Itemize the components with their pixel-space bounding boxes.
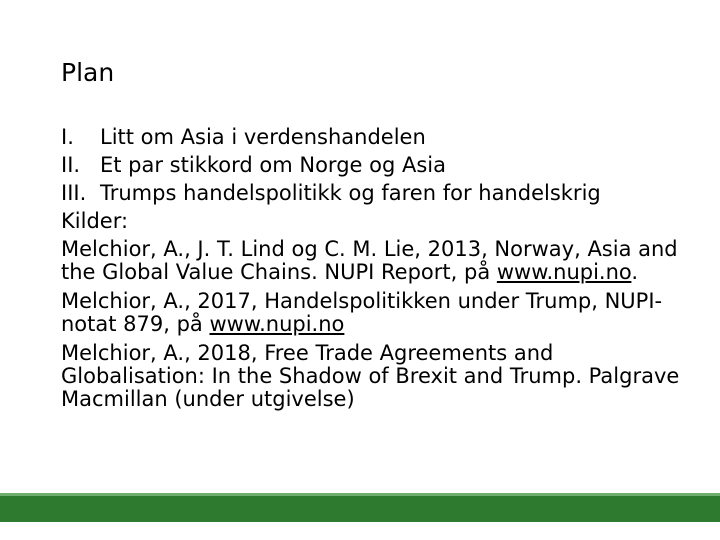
outline-text: Trumps handelspolitikk og faren for handelskrig — [100, 181, 601, 205]
outline-item-2 — [61, 154, 701, 177]
sources-heading: Kilder: — [61, 209, 129, 233]
slide-content — [61, 126, 701, 417]
source-text: Melchior, A., 2018, Free Trade Agreements and Globalisation: In the Shadow of Brexit and Trump. Palgrave Macmillan (under utgivelse) — [61, 341, 680, 411]
source-item-2 — [61, 290, 701, 336]
slide-title: Plan — [61, 58, 115, 87]
source-text: Melchior, A., 2017, Handelspolitikken under Trump, NUPI-notat 879, på — [61, 289, 663, 336]
footer-bar — [0, 496, 720, 522]
source-link[interactable]: www.nupi.no — [496, 260, 632, 284]
source-item-3 — [61, 342, 701, 411]
outline-item-3 — [61, 182, 701, 205]
outline-numeral: I. — [61, 125, 74, 149]
source-item-1 — [61, 238, 701, 284]
outline-numeral: III. — [61, 181, 87, 205]
source-after: . — [631, 260, 639, 284]
outline-text: Et par stikkord om Norge og Asia — [100, 153, 446, 177]
outline-text: Litt om Asia i verdenshandelen — [100, 125, 426, 149]
source-text: Melchior, A., J. T. Lind og C. M. Lie, 2013, Norway, Asia and the Global Value Chains. NUPI Report, på — [61, 237, 678, 284]
outline-numeral: II. — [61, 153, 81, 177]
source-link[interactable]: www.nupi.no — [209, 312, 345, 336]
outline-item-1 — [61, 126, 701, 149]
